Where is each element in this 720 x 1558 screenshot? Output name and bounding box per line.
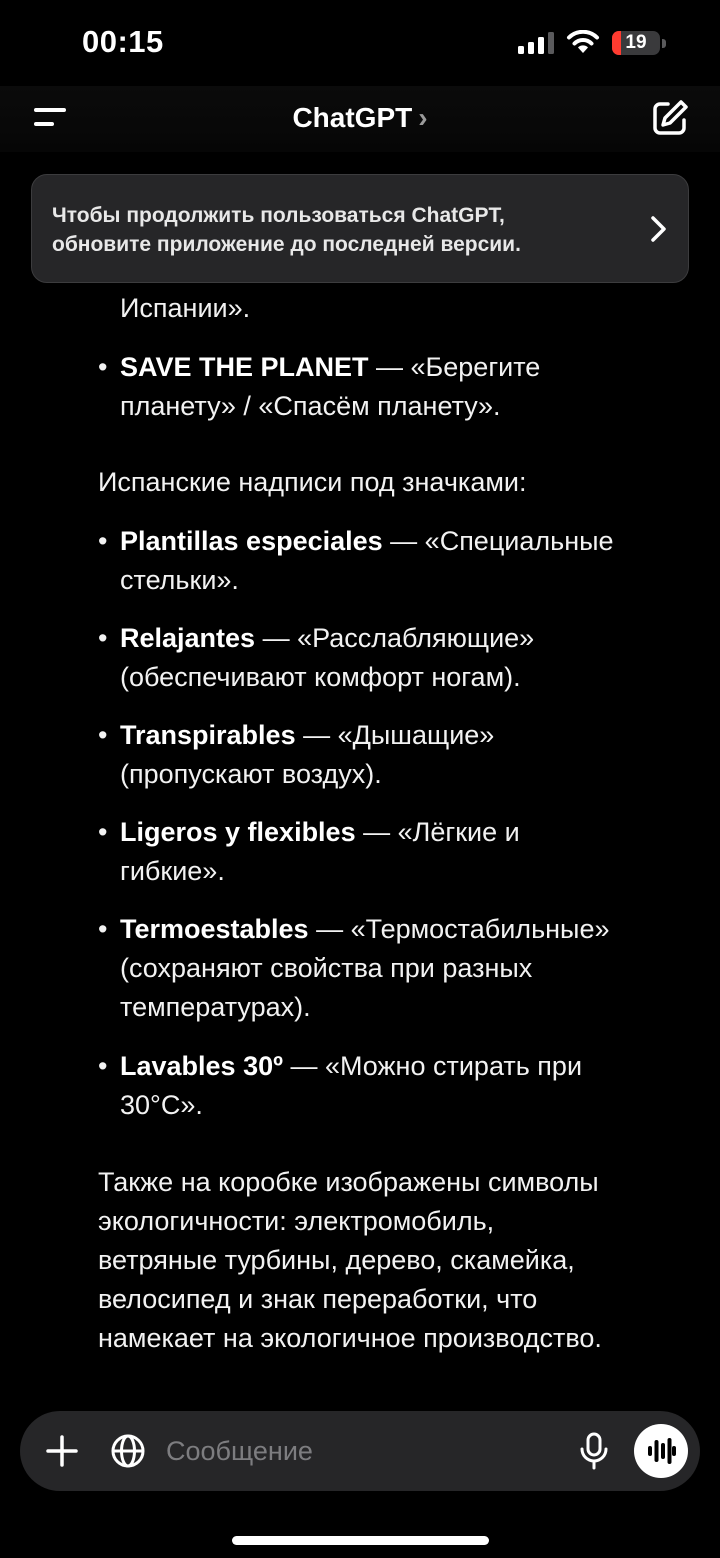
list-item-text: — «Расслабляющие» — [255, 623, 535, 653]
list-item-continuation: (обеспечивают комфорт ногам). — [120, 662, 521, 692]
signal-icon — [518, 32, 554, 54]
status-bar — [0, 0, 720, 86]
list-item — [120, 348, 540, 387]
battery-tip — [662, 39, 666, 48]
list-item-text: — «Можно стирать при — [282, 1051, 583, 1081]
message-input[interactable] — [166, 1429, 566, 1473]
list-item-term: Termoestables — [120, 914, 309, 944]
bullet-dot: • — [98, 720, 108, 750]
bullet-dot: • — [98, 817, 108, 847]
chevron-right-icon — [648, 213, 670, 245]
list-item-continuation: гибкие». — [120, 856, 225, 886]
nav-title-text: ChatGPT — [292, 102, 413, 133]
paragraph-line: Также на коробке изображены символы — [98, 1167, 599, 1197]
plus-icon — [42, 1431, 82, 1471]
menu-icon — [26, 100, 74, 136]
home-indicator[interactable] — [232, 1536, 489, 1545]
battery-body — [612, 31, 660, 55]
menu-button[interactable] — [26, 100, 74, 136]
bullet-dot: • — [98, 526, 108, 556]
new-chat-button[interactable] — [648, 96, 692, 140]
list-item-term: Transpirables — [120, 720, 296, 750]
microphone-button[interactable] — [576, 1431, 612, 1471]
battery-level: 19 — [625, 32, 647, 53]
paragraph-line: велосипед и знак переработки, что — [98, 1284, 538, 1314]
list-item-term: Relajantes — [120, 623, 256, 653]
banner-line-1: Чтобы продолжить пользоваться ChatGPT, — [52, 204, 505, 227]
list-item — [120, 619, 534, 658]
bullet-dot: • — [98, 352, 108, 382]
list-item-text: — «Берегите — [368, 352, 541, 382]
list-item-term: SAVE THE PLANET — [120, 352, 369, 382]
new-chat-icon — [648, 96, 692, 140]
web-search-button[interactable] — [108, 1431, 148, 1471]
list-item-term: Lavables 30º — [120, 1051, 283, 1081]
partial-line: Испании». — [120, 293, 251, 323]
list-item-term: Plantillas especiales — [120, 526, 383, 556]
bullet-dot: • — [98, 1051, 108, 1081]
battery-icon — [612, 31, 666, 55]
list-item — [120, 522, 614, 561]
paragraph-line: намекает на экологичное производство. — [98, 1323, 602, 1353]
list-item-text: — «Специальные — [382, 526, 614, 556]
banner-line-2: обновите приложение до последней версии. — [52, 233, 521, 256]
nav-bar — [0, 86, 720, 152]
wifi-icon — [566, 30, 600, 54]
list-item-continuation: планету» / «Спасём планету». — [120, 391, 501, 421]
bullet-dot: • — [98, 914, 108, 944]
banner-text — [52, 201, 632, 259]
update-banner[interactable] — [31, 174, 689, 283]
list-item-continuation: температурах). — [120, 992, 311, 1022]
microphone-icon — [576, 1431, 612, 1471]
list-item-continuation: (сохраняют свойства при разных — [120, 953, 533, 983]
paragraph-line: экологичности: электромобиль, — [98, 1206, 495, 1236]
list-item-term: Ligeros y flexibles — [120, 817, 356, 847]
bullet-dot: • — [98, 623, 108, 653]
list-item — [120, 813, 520, 852]
list-item-continuation: 30°C». — [120, 1090, 203, 1120]
list-item — [120, 1047, 582, 1086]
paragraph-line: ветряные турбины, дерево, скамейка, — [98, 1245, 575, 1275]
model-selector[interactable] — [260, 100, 460, 136]
list-item — [120, 910, 609, 949]
voice-mode-button[interactable] — [634, 1424, 688, 1478]
list-item-text: — «Дышащие» — [295, 720, 495, 750]
voice-mode-icon — [634, 1424, 688, 1478]
list-item-continuation: стельки». — [120, 565, 239, 595]
status-time: 00:15 — [82, 24, 164, 59]
globe-icon — [108, 1431, 148, 1471]
section-heading: Испанские надписи под значками: — [98, 467, 527, 497]
list-item-text: — «Термостабильные» — [308, 914, 610, 944]
list-item — [120, 716, 494, 755]
chevron-right-icon: › — [418, 102, 428, 133]
add-attachment-button[interactable] — [42, 1431, 82, 1471]
message-composer — [20, 1411, 700, 1491]
list-item-continuation: (пропускают воздух). — [120, 759, 382, 789]
list-item-text: — «Лёгкие и — [355, 817, 520, 847]
